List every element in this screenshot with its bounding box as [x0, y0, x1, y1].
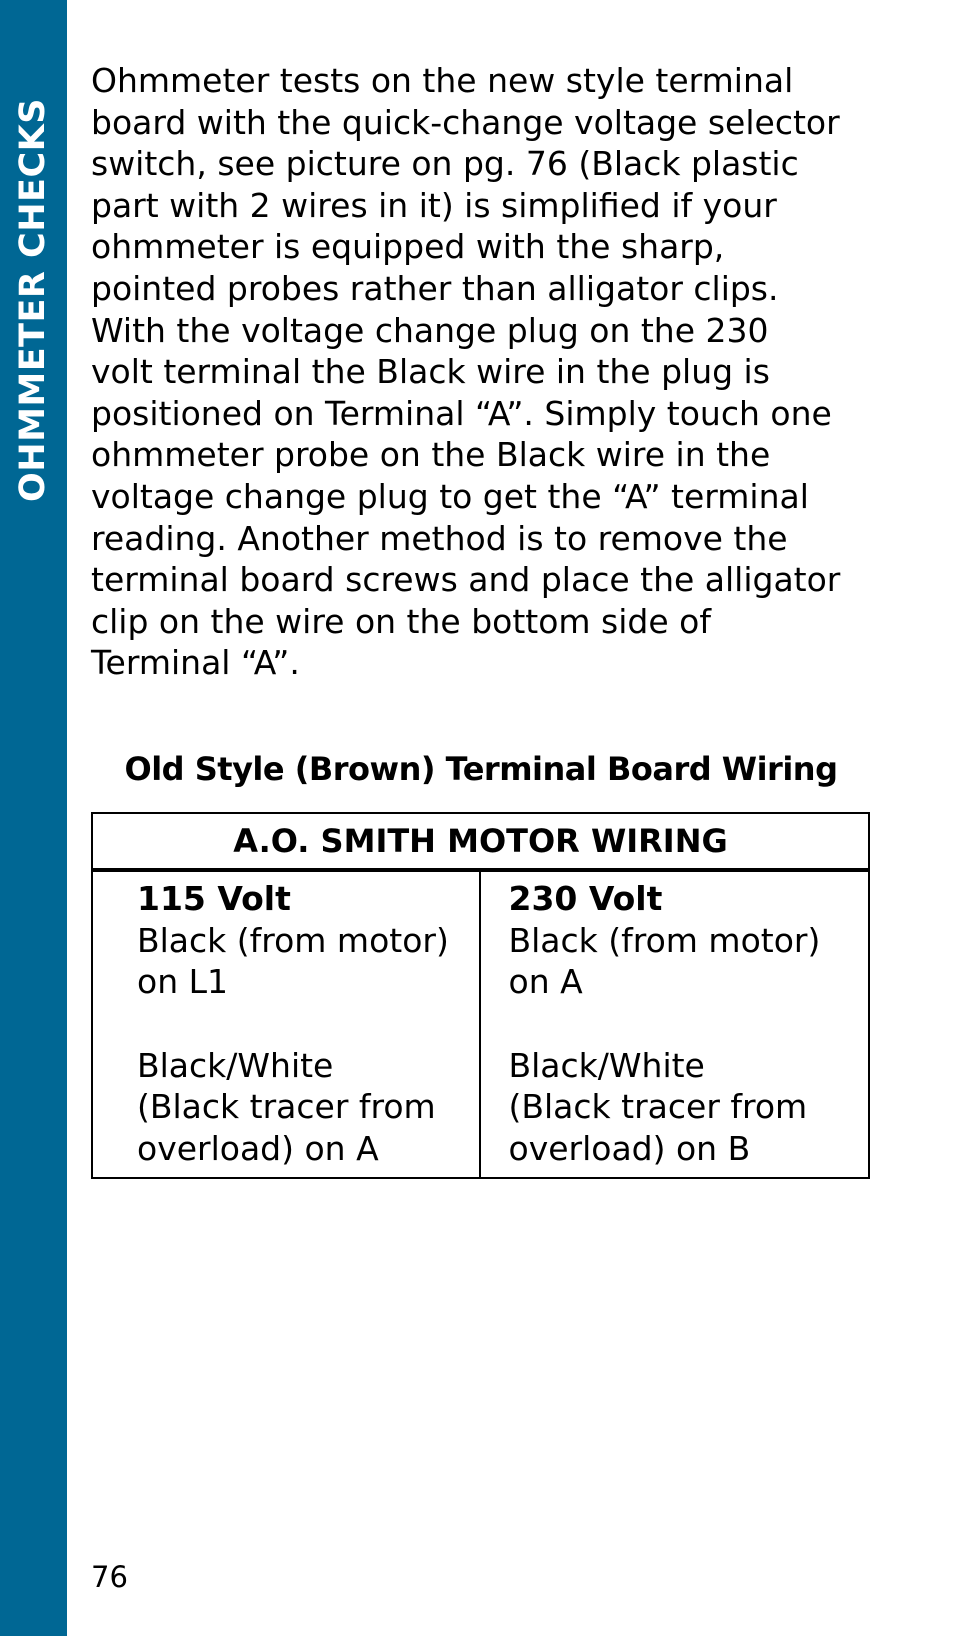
table-body [93, 872, 868, 1177]
wiring-line: overload) on A [137, 1128, 379, 1168]
wiring-line: Black (from motor) [508, 920, 821, 960]
wiring-line: on L1 [137, 962, 228, 1001]
column-heading: 230 Volt [508, 879, 663, 918]
wiring-line: Black/White [508, 1045, 705, 1085]
wiring-line: Black (from motor) [137, 920, 449, 960]
body-paragraph: Ohmmeter tests on the new style terminal board with the quick-change voltage selector switch, see picture on pg. 76 (Black plastic part with 2 wires in it) is simplified if your ohmmeter is equipped with the sharp, pointed probes rather than alligator clips. With the voltage change plug on the 230 volt terminal the Black wire in the plug is positioned on Terminal “A”. Simply touch one ohmmeter probe on the Black wire in the voltage change plug to get the “A” terminal reading. Another method is to remove the terminal board screws and place the alligator clip on the wire on the bottom side of Terminal “A”. [91, 61, 841, 683]
wiring-line: (Black tracer from [137, 1087, 436, 1126]
column-115-volt [93, 872, 481, 1177]
section-title: Old Style (Brown) Terminal Board Wiring [124, 750, 838, 788]
table-header: A.O. SMITH MOTOR WIRING [93, 814, 868, 872]
wiring-line: overload) on B [508, 1128, 751, 1168]
wiring-line: (Black tracer from [508, 1087, 808, 1126]
spacer [509, 1003, 859, 1045]
wiring-line: Black/White [137, 1045, 334, 1085]
side-tab [0, 0, 67, 1636]
motor-wiring-table [91, 812, 870, 1179]
spacer [137, 1003, 469, 1045]
side-tab-label: OHMMETER CHECKS [13, 98, 53, 502]
wiring-line: on A [508, 962, 583, 1001]
column-230-volt [481, 872, 869, 1177]
column-heading: 115 Volt [137, 879, 291, 918]
page-number: 76 [91, 1560, 128, 1594]
